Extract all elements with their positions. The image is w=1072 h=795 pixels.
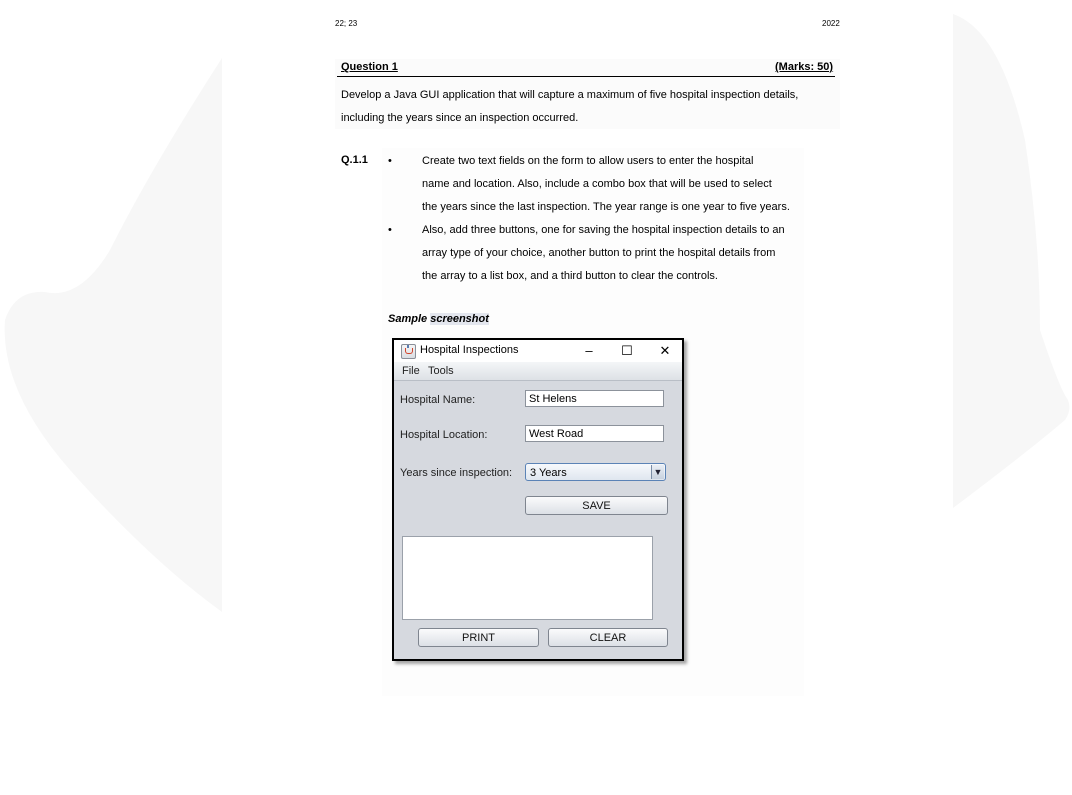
caption-word-screenshot: screenshot: [430, 313, 489, 325]
java-cup-icon: [401, 344, 416, 359]
menu-file[interactable]: File: [402, 365, 420, 377]
question-marks: (Marks: 50): [775, 61, 834, 73]
menu-bar: [394, 362, 682, 381]
menu-tools[interactable]: Tools: [428, 365, 454, 377]
bullet2-line2: array type of your choice, another button to print the hospital details from: [422, 247, 776, 259]
hospital-location-input[interactable]: West Road: [525, 425, 664, 442]
bullet2-line1: Also, add three buttons, one for saving the hospital inspection details to an: [422, 224, 785, 236]
hospital-location-label: Hospital Location:: [400, 429, 488, 441]
maximize-button[interactable]: ☐: [621, 343, 633, 358]
close-button[interactable]: ✕: [659, 343, 671, 358]
bullet-icon: •: [388, 224, 392, 236]
page-header-year: 2022: [822, 19, 840, 28]
bullet-item-text-fields: [385, 150, 805, 219]
page-header-left: 22; 23: [335, 19, 358, 28]
sample-screenshot-caption: [388, 313, 489, 325]
clear-button[interactable]: CLEAR: [548, 628, 668, 647]
caption-word-sample: Sample: [388, 313, 428, 325]
question-underline: [337, 76, 835, 77]
intro-line-1: Develop a Java GUI application that will capture a maximum of five hospital inspection details,: [341, 89, 799, 101]
years-combo-box[interactable]: [525, 463, 666, 481]
save-button[interactable]: SAVE: [525, 496, 668, 515]
window-titlebar[interactable]: [394, 340, 682, 362]
bullet-list: [385, 150, 805, 288]
bullet-icon: •: [388, 155, 392, 167]
subquestion-number: Q.1.1: [341, 154, 368, 166]
years-combo-value: 3 Years: [530, 467, 567, 479]
right-background-shape: [953, 14, 1069, 508]
bullet1-line1: Create two text fields on the form to allow users to enter the hospital: [422, 155, 754, 167]
bullet1-line3: the years since the last inspection. The year range is one year to five years.: [422, 201, 790, 213]
hospital-name-label: Hospital Name:: [400, 394, 476, 406]
bullet1-line2: name and location. Also, include a combo box that will be used to select: [422, 178, 772, 190]
hospital-name-input[interactable]: St Helens: [525, 390, 664, 407]
print-button[interactable]: PRINT: [418, 628, 539, 647]
intro-line-2: including the years since an inspection occurred.: [341, 112, 579, 124]
dropdown-arrow-icon[interactable]: ▼: [651, 465, 664, 479]
minimize-button[interactable]: –: [585, 343, 593, 358]
details-list-box[interactable]: [402, 536, 653, 620]
question-title: Question 1: [341, 61, 398, 73]
bullet-item-buttons: [385, 219, 805, 288]
hospital-inspections-window: [392, 338, 684, 661]
years-since-inspection-label: Years since inspection:: [400, 467, 513, 479]
question-intro: [341, 84, 831, 130]
window-title: Hospital Inspections: [420, 344, 519, 356]
bullet2-line3: the array to a list box, and a third button to clear the controls.: [422, 270, 718, 282]
left-background-shape: [5, 58, 222, 612]
